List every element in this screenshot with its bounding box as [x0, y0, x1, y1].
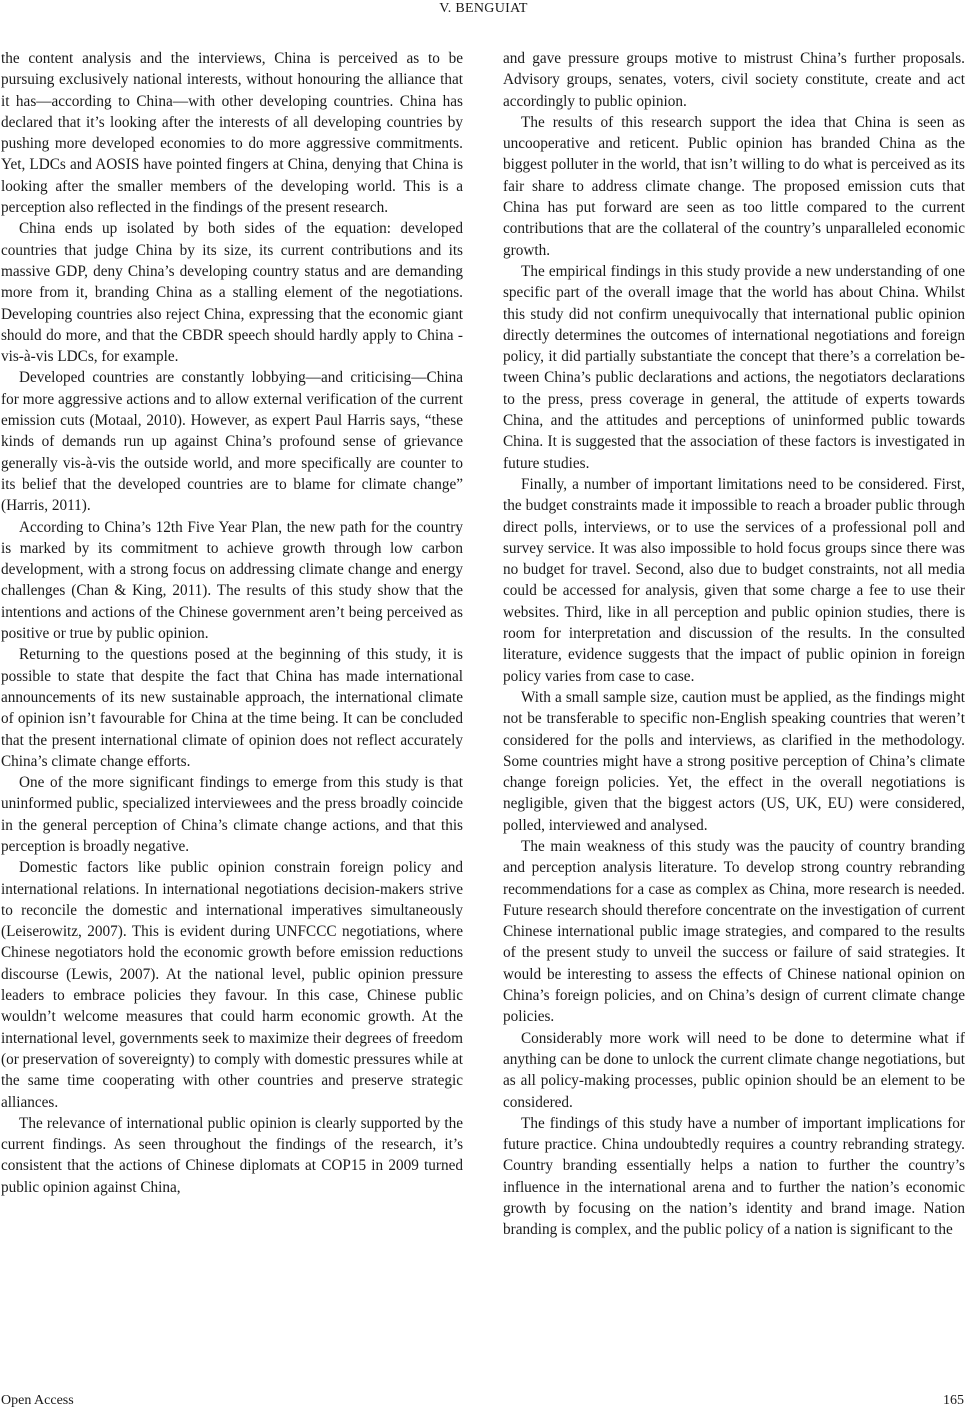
page-number: 165: [943, 1393, 964, 1408]
paragraph: The findings of this study have a number of important implications for future practice. China undoubtedly requires a country rebranding strategy. Country branding essentially helps a nation to further the country’s influence in the international arena and to further the nation’s economic growth by focusing on the nation’s identity and brand image. Nation branding is complex, and the public policy of a nation is significant to the: [503, 1114, 965, 1239]
paragraph: The results of this research support the idea that China is seen as uncooperative and reticent. Public opinion has branded China as the biggest polluter in the world, that isn’t willing to do what is perceived as its fair share to address climate change. The proposed emission cuts that China has put forward are seen as too little compared to the current contributions that are the collateral of the country’s unparalleled economic growth.: [503, 113, 965, 259]
paragraph: Domestic factors like public opinion constrain foreign policy and international relations. In international negotiations decision-makers strive to reconcile the domestic and international imperatives simultaneously (Leiserowitz, 2007). This is evident during UNFCCC negotiations, where Chinese negotiators hold the economic growth before emission reductions discourse (Lewis, 2007). At the national level, public opinion pressure leaders to embrace policies they favour. In this case, Chinese public wouldn’t welcome measures that could harm economic growth. At the international level, governments seek to maximize their degrees of freedom (or preservation of sovereignty) to comply with domestic pressures while at the same time cooperating with other countries and preserve strategic alliances.: [1, 859, 463, 1111]
paragraph: Finally, a number of important limitations need to be considered. First, the budget constraints made it impossible to reach a broader public through direct polls, interviews, or to use the services of a professional poll and survey service. It was also impossible to hold focus groups since there was no budget for travel. Second, also due to budget constraints, not all media could be accessed for analysis, given that some charge a fee to use their websites. Third, like in all perception and public opinion studies, there is room for interpretation and discussion of the results. In the consulted literature, evidence suggests that the impact of public opinion in foreign policy varies from case to case.: [503, 475, 965, 685]
paragraph: With a small sample size, caution must be applied, as the findings might not be transferable to specific non-English speaking countries that weren’t considered for the polls and interviews, as clarified in the methodology. Some countries might have a strong positive perception of China’s climate change foreign policies. Yet, the effect in the overall negotiations is negligible, given that the biggest actors (US, UK, EU) were considered, polled, interviewed and analysed.: [503, 688, 965, 834]
paragraph: Returning to the questions posed at the beginning of this study, it is possible to state that despite the fact that China has made international announcements of its new sustainable approach, the international climate of opinion isn’t favourable for China at the time being. It can be concluded that the present international climate of opinion does not reflect accurately China’s climate change efforts.: [1, 646, 463, 770]
left-column: [1, 48, 463, 1198]
footer-journal: Open Access: [1, 1393, 74, 1408]
paragraph: The empirical findings in this study provide a new understanding of one specific part of the overall image that the world has about China. Whilst this study did not confirm unequivocally that international public opinion directly determines the outcomes of international negotiations and foreign policy, it did partially substantiate the concept that there’s a correlation between China’s public declarations and actions, the negotiators declarations to the press, press coverage in general, the attitude of experts towards China, and the attitudes and perceptions of uninformed public towards China. It is suggested that the association of these factors is investigated in future studies.: [503, 262, 965, 472]
paragraph: Considerably more work will need to be done to determine what if anything can be done to unlock the current climate change negotiations, but as all policy-making processes, public opinion should be an element to be considered.: [503, 1029, 965, 1111]
running-head: V. BENGUIAT: [439, 1, 528, 16]
paragraph: The relevance of international public opinion is clearly supported by the current findings. As seen throughout the findings of the research, it’s consistent that the actions of Chinese diplomats at COP15 in 2009 turned public opinion against China,: [1, 1114, 463, 1196]
paragraph: One of the more significant findings to emerge from this study is that uninformed public, specialized interviewees and the press broadly coincide in the general perception of China’s climate change actions, and that this perception is broadly negative.: [1, 774, 463, 855]
paragraph: Developed countries are constantly lobbying—and criticising—China for more aggressive actions and to allow external verification of the current emission cuts (Motaal, 2010). However, as expert Paul Harris says, “these kinds of demands run up against China’s profound sense of grievance generally vis-à-vis the outside world, and more specifically are counter to its belief that the developed countries are to blame for climate change” (Harris, 2011).: [1, 369, 463, 515]
paragraph: China ends up isolated by both sides of the equation: developed countries that judge China by its size, its current contributions and its massive GDP, deny China’s developing country status and are demanding more from it, branding China as a stalling element of the negotiations. Developing countries also reject China, expressing that the economic giant should do more, and that the CBDR speech should hardly apply to China -vis-à-vis LDCs, for example.: [1, 220, 463, 366]
paragraph: According to China’s 12th Five Year Plan, the new path for the country is marked by its commitment to achieve growth through low carbon development, with a strong focus on addressing climate change and energy challenges (Chan & King, 2011). The results of this study show that the intentions and actions of the Chinese government aren’t being perceived as positive or true by public opinion.: [1, 518, 463, 643]
paragraph: The main weakness of this study was the paucity of country branding and perception analysis literature. To develop strong country rebranding recommendations for a case as complex as China, more research is needed. Future research should therefore concentrate on the investigation of current Chinese international public image strategies, and compared to the results of the present study to unveil the success or failure of said strategies. It would be interesting to assess the effects of Chinese national opinion on China’s foreign policies, and on China’s design of current climate change policies.: [503, 837, 965, 1026]
paragraph: the content analysis and the interviews, China is perceived as to be pursuing exclusively national interests, without honouring the alliance that it has—according to China—with other developing countries. China has declared that it’s looking after the interests of all developing countries by pushing more developed economies to do more aggressive commitments. Yet, LDCs and AOSIS have pointed fingers at China, denying that China is looking after the smaller members of the developing world. This is a perception also reflected in the findings of the present research.: [1, 50, 463, 217]
paragraph: and gave pressure groups motive to mistrust China’s further proposals. Advisory groups, senates, voters, civil society constitute, create and act accordingly to public opinion.: [503, 50, 965, 110]
right-column: [503, 48, 965, 1241]
